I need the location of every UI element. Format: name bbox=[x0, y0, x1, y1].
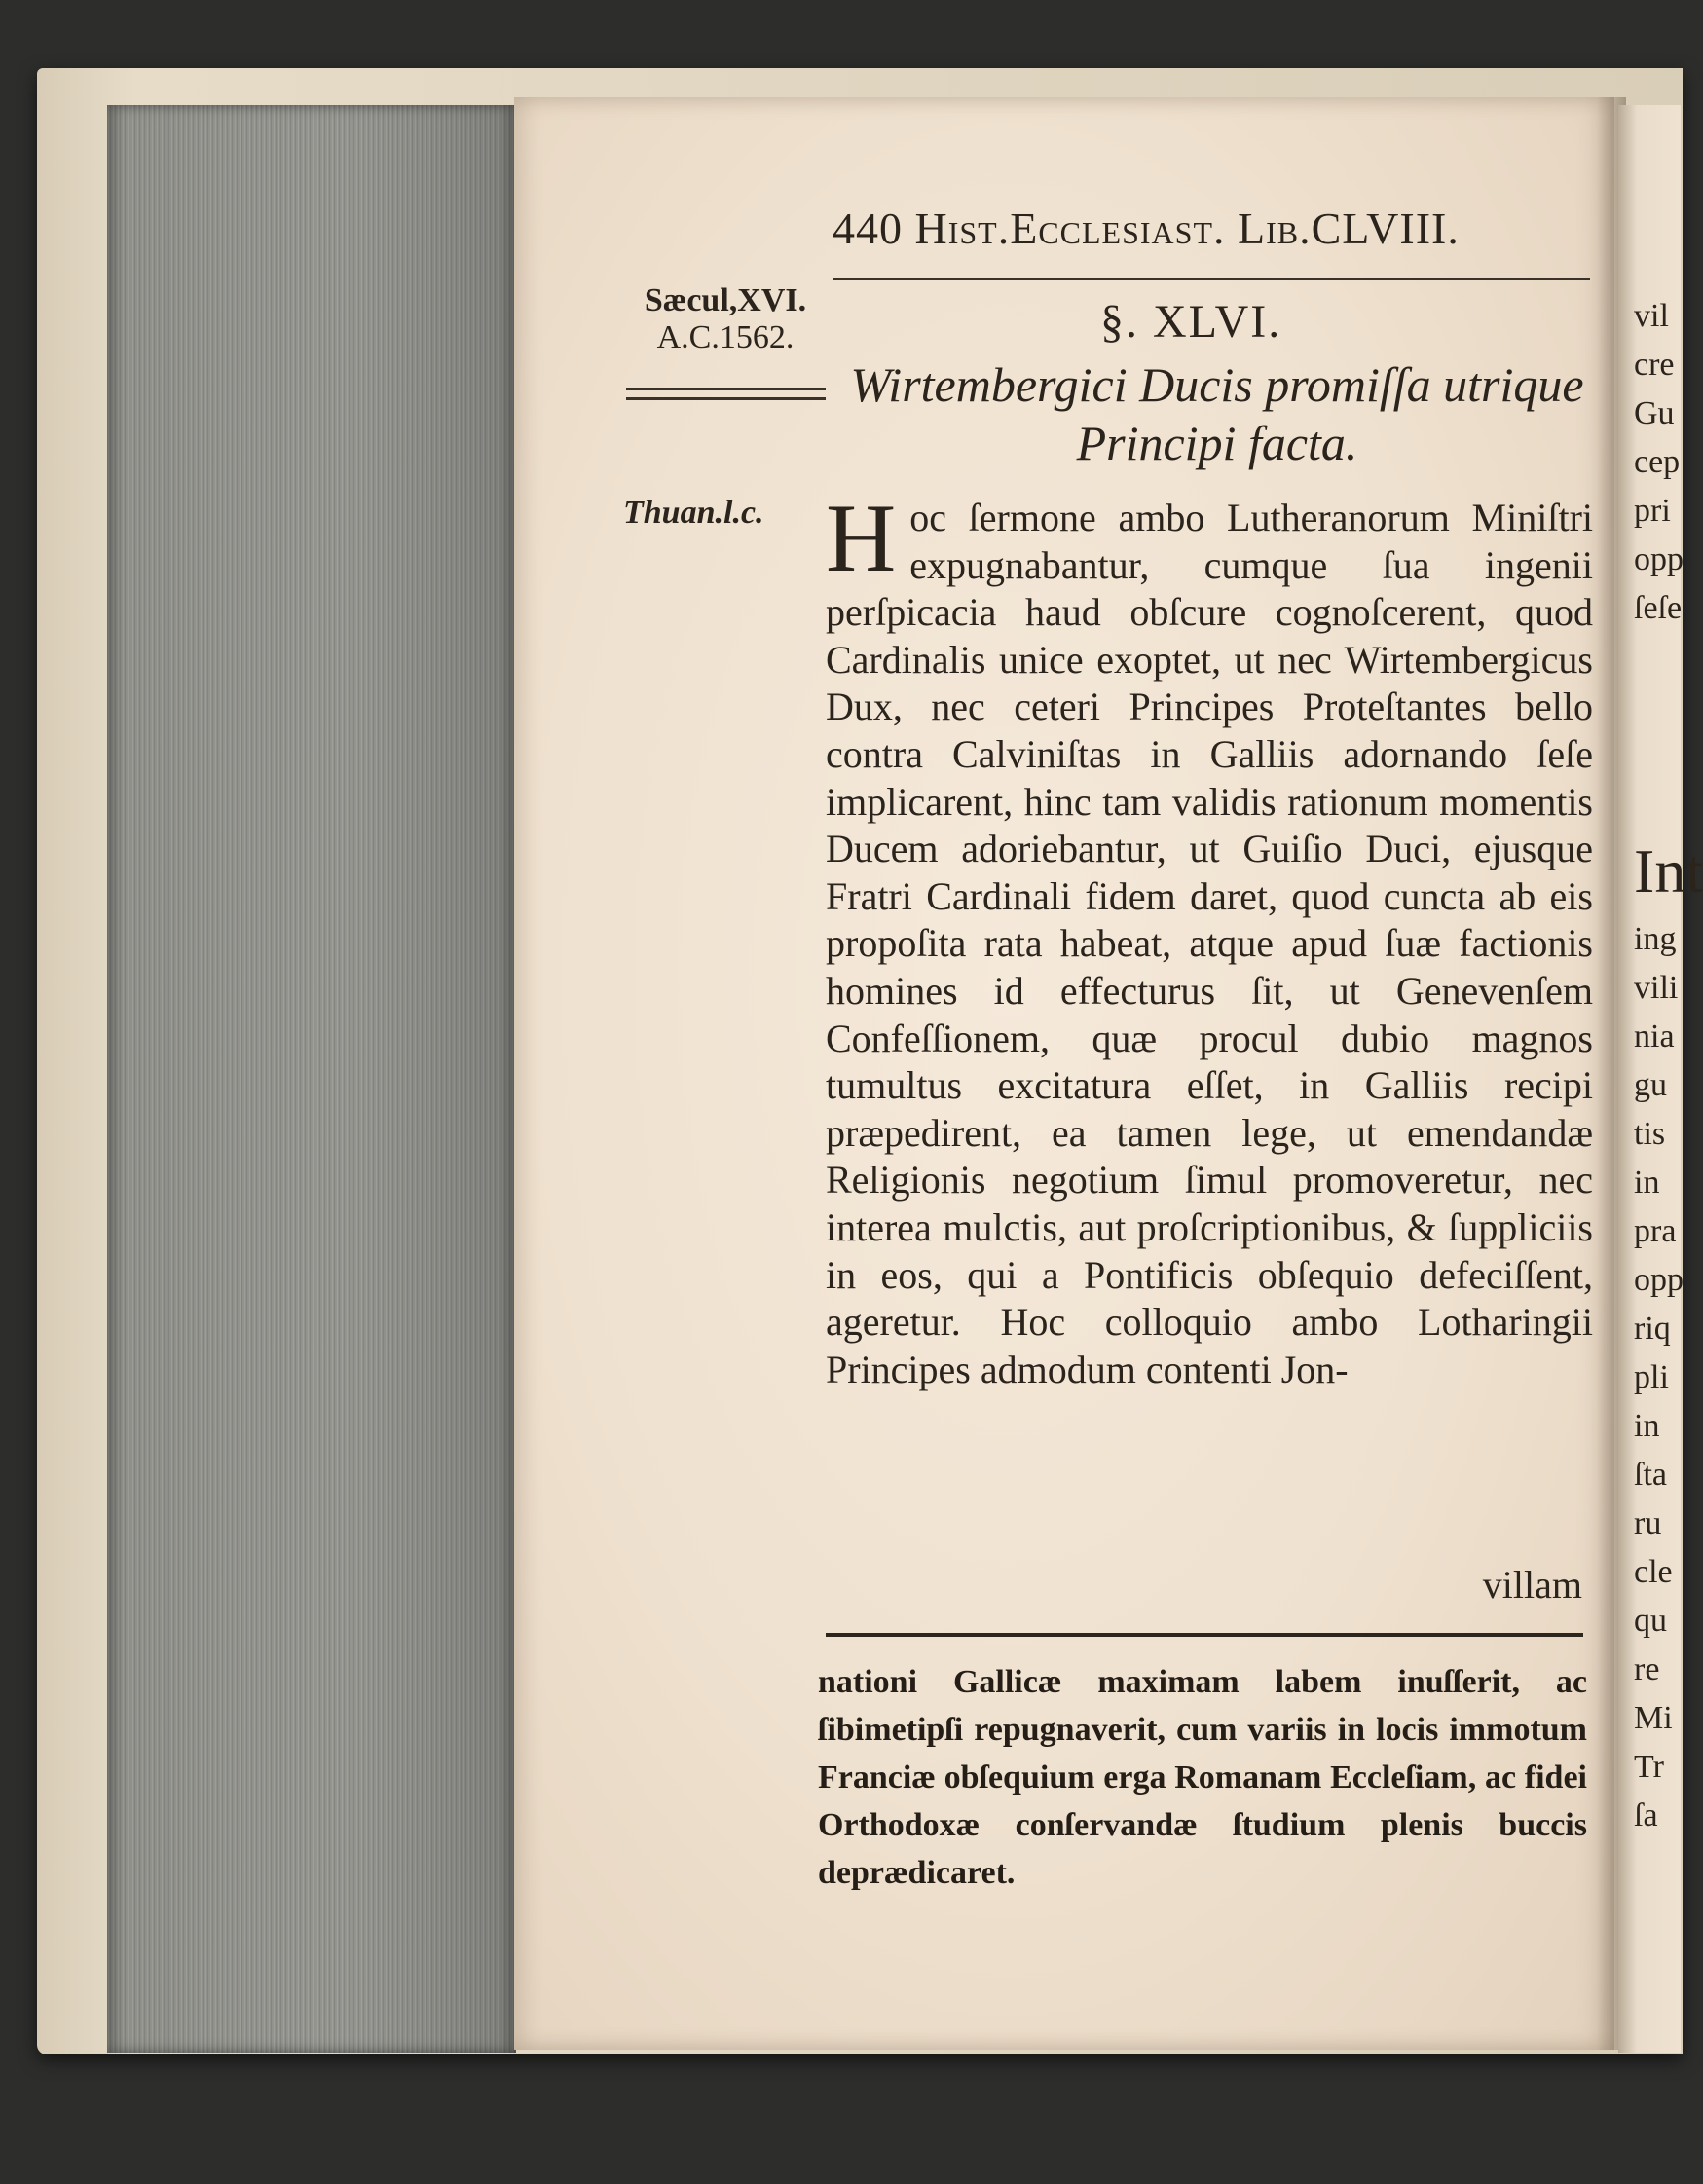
page-edges-shade bbox=[107, 105, 516, 2053]
facing-line: pri bbox=[1634, 493, 1671, 529]
margin-note-date bbox=[623, 282, 828, 356]
section-title-line2: Principi facta. bbox=[1076, 416, 1358, 470]
page-number: 440 bbox=[833, 204, 903, 253]
facing-line: ſta bbox=[1634, 1457, 1667, 1493]
facing-gap bbox=[1634, 633, 1681, 828]
facing-line: Gu bbox=[1634, 395, 1675, 431]
facing-line: gu bbox=[1634, 1067, 1667, 1103]
drop-cap: H bbox=[826, 484, 897, 592]
facing-line: ſeſe bbox=[1634, 590, 1683, 626]
footnote: nationi Gallicæ maximam labem inuſſerit, ac ſibimetipſi repugnaverit, cum variis in locis immotum Franciæ obſequium erga Romanam Eccleſiam, ac fidei Orthodoxæ conſervandæ ſtudium plenis buccis deprædicaret. bbox=[818, 1664, 1587, 1891]
source-citation: Thuan.l.c. bbox=[623, 495, 764, 531]
margin-note-century: Sæcul,XVI. bbox=[644, 282, 807, 318]
facing-line: ing bbox=[1634, 921, 1677, 957]
facing-line: riq bbox=[1634, 1311, 1671, 1347]
facing-initial: Int bbox=[1634, 836, 1703, 906]
footnote-rule bbox=[826, 1633, 1583, 1637]
facing-line: cep bbox=[1634, 444, 1681, 480]
facing-line: vili bbox=[1634, 970, 1679, 1006]
facing-page-text bbox=[1634, 292, 1703, 1840]
facing-line: nia bbox=[1634, 1018, 1675, 1055]
facing-line: Tr bbox=[1634, 1749, 1664, 1785]
facing-line: ru bbox=[1634, 1505, 1662, 1541]
body-text: oc ſermone ambo Lutheranorum Miniſtri expugnabantur, cumque ſua ingenii perſpicacia haud obſcure cognoſcerent, quod Cardinalis unice exoptet, ut nec Wirtembergicus Dux, nec ceteri Principes Proteſtantes bello contra Calviniſtas in Galliis adornando ſeſe implicarent, hinc tam validis rationum momentis Ducem adoriebantur, ut Guiſio Duci, ejusque Fratri Cardinali fidem daret, quod cuncta ab eis propoſita rata habeat, atque apud ſuæ factionis homines id effecturus ſit, ut Genevenſem Confeſſionem, quæ procul dubio magnos tumultus excitatura eſſet, in Galliis recipi præpedirent, ea tamen lege, ut emendandæ Religionis negotium ſimul promoveretur, nec interea mulctis, aut proſcriptionibus, & ſuppliciis in eos, qui a Pontificis obſequio defeciſſent, ageretur. Hoc colloquio ambo Lotharingii Principes admodum contenti Jon- bbox=[826, 496, 1593, 1391]
facing-line: vil bbox=[1634, 298, 1669, 334]
facing-line: pra bbox=[1634, 1213, 1677, 1249]
facing-line: Mi bbox=[1634, 1700, 1673, 1736]
body-paragraph bbox=[826, 484, 1593, 1393]
section-title bbox=[837, 355, 1597, 472]
header-rule bbox=[833, 278, 1590, 280]
facing-line: tis bbox=[1634, 1116, 1666, 1152]
facing-line: in bbox=[1634, 1408, 1660, 1444]
section-title-line1: Wirtembergici Ducis promiſſa utrique bbox=[850, 357, 1584, 412]
catchword: villam bbox=[1482, 1563, 1582, 1607]
running-head bbox=[833, 203, 1602, 254]
running-head-title: Hist.Ecclesiast. Lib.CLVIII. bbox=[914, 204, 1460, 253]
facing-line: cre bbox=[1634, 347, 1675, 383]
facing-line: ſa bbox=[1634, 1797, 1658, 1833]
section-number: §. XLVI. bbox=[1100, 296, 1282, 348]
facing-line: re bbox=[1634, 1651, 1660, 1687]
facing-line: cle bbox=[1634, 1554, 1673, 1590]
facing-line: in bbox=[1634, 1165, 1660, 1201]
facing-line: opp bbox=[1634, 541, 1684, 577]
margin-rule bbox=[626, 388, 826, 400]
facing-line: opp bbox=[1634, 1262, 1684, 1298]
facing-line: qu bbox=[1634, 1603, 1667, 1639]
facing-line: pli bbox=[1634, 1359, 1669, 1395]
margin-note-year: A.C.1562. bbox=[656, 319, 795, 355]
